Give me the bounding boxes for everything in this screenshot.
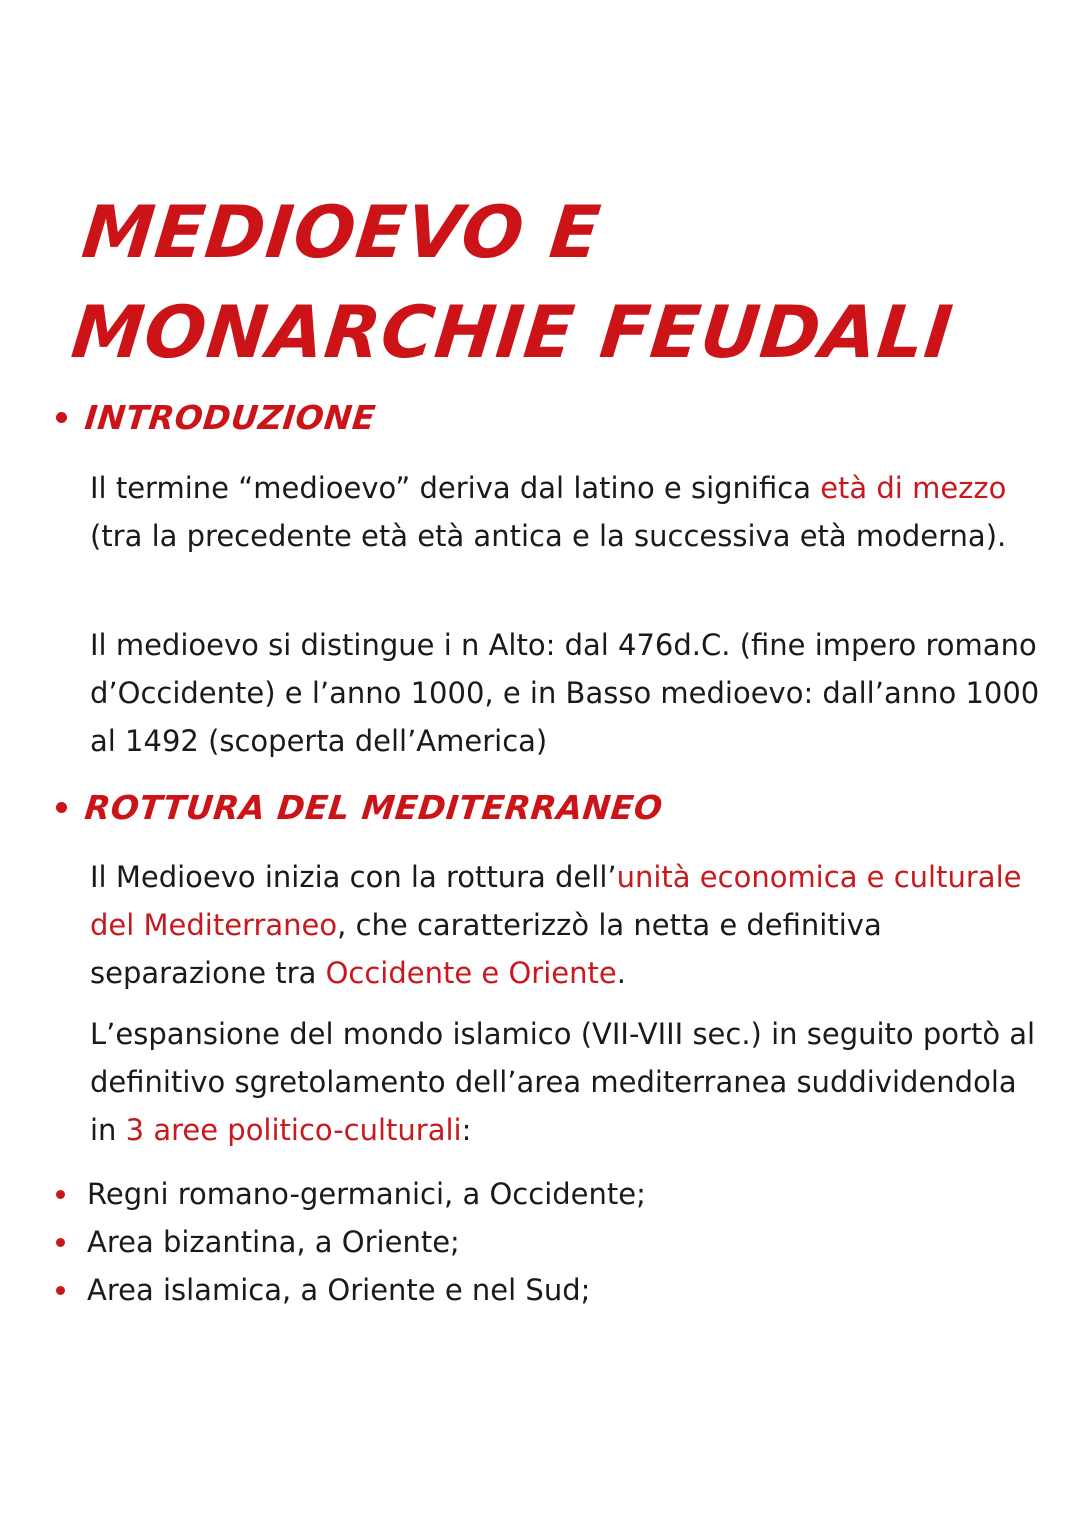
list-item [56,1218,646,1266]
list-item-label: Area islamica, a Oriente e nel Sud; [87,1273,591,1307]
paragraph-rottura-1 [90,853,1040,997]
title-line-2: MONARCHIE FEUDALI [67,290,958,374]
section-heading-label: INTRODUZIONE [82,398,378,437]
section-heading-label: ROTTURA DEL MEDITERRANEO [82,788,665,827]
paragraph-intro-2: Il medioevo si distingue i n Alto: dal 476d.C. (fine impero romano d’Occidente) e l’anno 1000, e in Basso medioevo: dall’anno 1000 al 1492 (scoperta dell’America) [90,628,1040,758]
areas-list [56,1170,646,1314]
highlighted-term: Occidente e Oriente [325,956,617,990]
bullet-dot-icon [56,1286,65,1295]
text-run: Il termine “medioevo” deriva dal latino e significa [90,471,821,505]
list-item-label: Regni romano-germanici, a Occidente; [87,1177,646,1211]
paragraph-rottura-2 [90,1010,1040,1154]
bullet-dot-icon [56,1238,65,1247]
paragraph-intro-1 [90,464,1040,560]
highlighted-term: 3 aree politico-culturali [125,1113,462,1147]
text-run: Il Medioevo inizia con la rottura dell’ [90,860,617,894]
text-run: (tra la precedente età età antica e la successiva età moderna). [90,519,1007,553]
text-run: . [616,956,626,990]
text-run: , che caratterizzò la netta e definitiva separazione tra [90,908,882,990]
section-heading-introduzione [56,398,378,437]
list-item-label: Area bizantina, a Oriente; [87,1225,460,1259]
bullet-dot-icon [56,412,67,423]
list-item [56,1266,646,1314]
bullet-dot-icon [56,802,67,813]
bullet-dot-icon [56,1190,65,1199]
section-heading-rottura [56,788,663,827]
highlighted-term: età di mezzo [820,471,1007,505]
page-title [67,182,968,382]
title-line-1: MEDIOEVO E [78,190,605,274]
text-run: L’espansione del mondo islamico (VII-VIII sec.) in seguito portò al definitivo sgretolamento dell’area mediterranea suddividendola in [90,1017,1036,1147]
list-item [56,1170,646,1218]
text-run: : [461,1113,472,1147]
highlighted-term: unità economica e culturale del Mediterraneo [90,860,1022,942]
